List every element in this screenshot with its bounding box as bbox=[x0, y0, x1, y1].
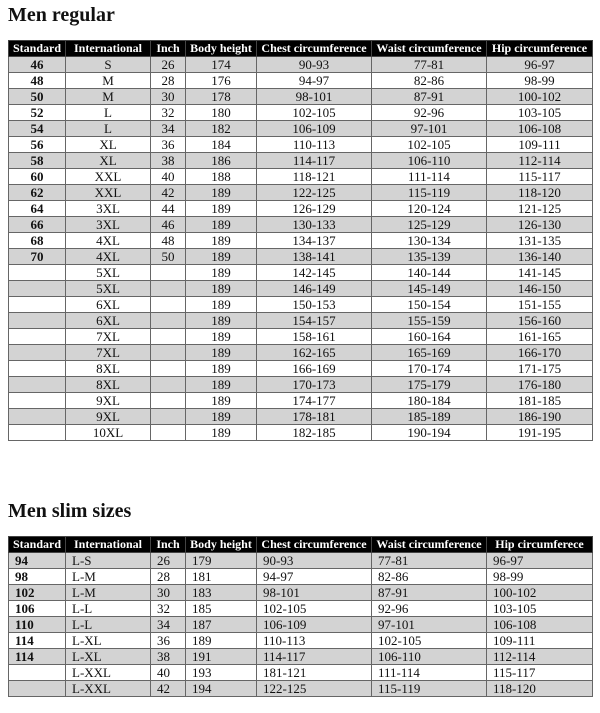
table-cell: XXL bbox=[66, 185, 151, 201]
table-cell: 34 bbox=[151, 617, 186, 633]
table-cell bbox=[151, 409, 186, 425]
table-cell: 146-150 bbox=[487, 281, 593, 297]
table-cell: 9XL bbox=[66, 393, 151, 409]
table-cell: 180-184 bbox=[372, 393, 487, 409]
table-cell: 130-133 bbox=[257, 217, 372, 233]
table-cell bbox=[9, 425, 66, 441]
table-cell: 174-177 bbox=[257, 393, 372, 409]
table-cell: 26 bbox=[151, 553, 186, 569]
table-cell bbox=[9, 281, 66, 297]
table-cell bbox=[151, 265, 186, 281]
table-cell: 54 bbox=[9, 121, 66, 137]
slim-column-header: Inch bbox=[151, 537, 186, 553]
table-cell: L-S bbox=[66, 553, 151, 569]
table-cell: 187 bbox=[186, 617, 257, 633]
table-cell: 130-134 bbox=[372, 233, 487, 249]
table-cell: 158-161 bbox=[257, 329, 372, 345]
table-cell: 189 bbox=[186, 345, 257, 361]
table-cell: 58 bbox=[9, 153, 66, 169]
table-cell: 32 bbox=[151, 105, 186, 121]
table-cell: 162-165 bbox=[257, 345, 372, 361]
table-cell: 106-109 bbox=[257, 121, 372, 137]
table-cell: 4XL bbox=[66, 249, 151, 265]
table-row bbox=[9, 201, 593, 217]
table-cell: 191-195 bbox=[487, 425, 593, 441]
slim-column-header: Waist circumference bbox=[372, 537, 487, 553]
table-cell: 194 bbox=[186, 681, 257, 697]
regular-title: Men regular bbox=[8, 4, 115, 26]
table-cell: 50 bbox=[151, 249, 186, 265]
table-row bbox=[9, 57, 593, 73]
table-cell: 161-165 bbox=[487, 329, 593, 345]
table-cell: 102-105 bbox=[257, 105, 372, 121]
table-row bbox=[9, 185, 593, 201]
regular-header-row bbox=[9, 41, 593, 57]
table-cell: 146-149 bbox=[257, 281, 372, 297]
table-cell: 186 bbox=[186, 153, 257, 169]
table-cell: L-M bbox=[66, 585, 151, 601]
table-cell bbox=[9, 393, 66, 409]
table-cell: 179 bbox=[186, 553, 257, 569]
table-cell: 98-99 bbox=[487, 73, 593, 89]
table-cell: 100-102 bbox=[487, 89, 593, 105]
table-cell: 8XL bbox=[66, 361, 151, 377]
table-cell: 60 bbox=[9, 169, 66, 185]
table-cell: XL bbox=[66, 137, 151, 153]
table-cell: 97-101 bbox=[372, 617, 487, 633]
table-cell: 4XL bbox=[66, 233, 151, 249]
table-cell: 48 bbox=[151, 233, 186, 249]
table-cell: 189 bbox=[186, 297, 257, 313]
table-row bbox=[9, 73, 593, 89]
table-cell: 96-97 bbox=[487, 553, 593, 569]
table-cell: 8XL bbox=[66, 377, 151, 393]
table-cell: 136-140 bbox=[487, 249, 593, 265]
table-cell: 68 bbox=[9, 233, 66, 249]
slim-title: Men slim sizes bbox=[8, 500, 132, 522]
table-cell bbox=[151, 345, 186, 361]
table-cell: 64 bbox=[9, 201, 66, 217]
table-cell: 126-130 bbox=[487, 217, 593, 233]
table-cell: 125-129 bbox=[372, 217, 487, 233]
table-cell: 109-111 bbox=[487, 137, 593, 153]
table-cell: 189 bbox=[186, 185, 257, 201]
table-cell: 56 bbox=[9, 137, 66, 153]
table-cell: 3XL bbox=[66, 217, 151, 233]
table-cell: L-XXL bbox=[66, 681, 151, 697]
table-cell: 48 bbox=[9, 73, 66, 89]
regular-column-header: Chest circumference bbox=[257, 41, 372, 57]
table-cell bbox=[151, 377, 186, 393]
table-cell: 102-105 bbox=[372, 137, 487, 153]
regular-size-table bbox=[8, 40, 593, 441]
table-cell: 178-181 bbox=[257, 409, 372, 425]
regular-column-header: Standard bbox=[9, 41, 66, 57]
table-cell: 92-96 bbox=[372, 105, 487, 121]
table-cell: 94-97 bbox=[257, 569, 372, 585]
table-cell: 114 bbox=[9, 649, 66, 665]
table-cell: 193 bbox=[186, 665, 257, 681]
table-row bbox=[9, 617, 593, 633]
table-cell: 145-149 bbox=[372, 281, 487, 297]
table-cell: 142-145 bbox=[257, 265, 372, 281]
table-cell: 32 bbox=[151, 601, 186, 617]
table-cell: 112-114 bbox=[487, 649, 593, 665]
table-cell: 111-114 bbox=[372, 169, 487, 185]
table-cell: 98-101 bbox=[257, 585, 372, 601]
table-cell: 182-185 bbox=[257, 425, 372, 441]
table-cell: 176 bbox=[186, 73, 257, 89]
table-cell: 135-139 bbox=[372, 249, 487, 265]
table-cell: 82-86 bbox=[372, 73, 487, 89]
table-cell: L bbox=[66, 121, 151, 137]
table-cell: 154-157 bbox=[257, 313, 372, 329]
table-cell: 28 bbox=[151, 73, 186, 89]
table-row bbox=[9, 569, 593, 585]
table-row bbox=[9, 585, 593, 601]
table-cell: 185 bbox=[186, 601, 257, 617]
table-cell: 189 bbox=[186, 233, 257, 249]
table-cell bbox=[9, 265, 66, 281]
table-cell: 46 bbox=[9, 57, 66, 73]
table-cell: 77-81 bbox=[372, 553, 487, 569]
table-row bbox=[9, 393, 593, 409]
table-cell: 166-169 bbox=[257, 361, 372, 377]
table-cell: 175-179 bbox=[372, 377, 487, 393]
table-row bbox=[9, 121, 593, 137]
table-cell bbox=[151, 329, 186, 345]
regular-column-header: Body height bbox=[186, 41, 257, 57]
table-row bbox=[9, 649, 593, 665]
table-cell: 106 bbox=[9, 601, 66, 617]
table-cell: 106-108 bbox=[487, 617, 593, 633]
table-cell: 87-91 bbox=[372, 585, 487, 601]
table-cell: M bbox=[66, 73, 151, 89]
table-cell: 7XL bbox=[66, 329, 151, 345]
table-cell: 126-129 bbox=[257, 201, 372, 217]
table-cell: 140-144 bbox=[372, 265, 487, 281]
table-cell: 90-93 bbox=[257, 553, 372, 569]
table-cell: XXL bbox=[66, 169, 151, 185]
table-cell: 189 bbox=[186, 265, 257, 281]
table-cell: 181 bbox=[186, 569, 257, 585]
table-cell: 160-164 bbox=[372, 329, 487, 345]
table-row bbox=[9, 329, 593, 345]
table-cell: 6XL bbox=[66, 313, 151, 329]
table-cell: 170-173 bbox=[257, 377, 372, 393]
table-cell: 98-99 bbox=[487, 569, 593, 585]
table-cell: 106-110 bbox=[372, 649, 487, 665]
table-cell: 46 bbox=[151, 217, 186, 233]
table-cell: 9XL bbox=[66, 409, 151, 425]
table-cell: 110-113 bbox=[257, 137, 372, 153]
table-cell: 189 bbox=[186, 377, 257, 393]
table-cell bbox=[151, 361, 186, 377]
table-cell: 134-137 bbox=[257, 233, 372, 249]
table-row bbox=[9, 137, 593, 153]
table-cell: 180 bbox=[186, 105, 257, 121]
table-cell: 189 bbox=[186, 281, 257, 297]
table-cell: 121-125 bbox=[487, 201, 593, 217]
table-cell: 122-125 bbox=[257, 681, 372, 697]
table-cell: 181-121 bbox=[257, 665, 372, 681]
table-cell: 77-81 bbox=[372, 57, 487, 73]
table-cell bbox=[9, 361, 66, 377]
table-cell: 96-97 bbox=[487, 57, 593, 73]
table-cell: 26 bbox=[151, 57, 186, 73]
table-row bbox=[9, 553, 593, 569]
table-cell: 98 bbox=[9, 569, 66, 585]
table-cell: 38 bbox=[151, 649, 186, 665]
table-cell: 106-110 bbox=[372, 153, 487, 169]
table-cell: 70 bbox=[9, 249, 66, 265]
table-cell: 156-160 bbox=[487, 313, 593, 329]
table-cell: 189 bbox=[186, 249, 257, 265]
table-cell bbox=[9, 329, 66, 345]
table-row bbox=[9, 297, 593, 313]
table-cell: 100-102 bbox=[487, 585, 593, 601]
table-cell: 189 bbox=[186, 201, 257, 217]
slim-column-header: International bbox=[66, 537, 151, 553]
table-cell bbox=[9, 665, 66, 681]
table-row bbox=[9, 377, 593, 393]
table-cell: 189 bbox=[186, 217, 257, 233]
table-cell: 98-101 bbox=[257, 89, 372, 105]
table-cell: 94-97 bbox=[257, 73, 372, 89]
table-cell: 112-114 bbox=[487, 153, 593, 169]
table-cell: L-XL bbox=[66, 649, 151, 665]
table-cell: 189 bbox=[186, 425, 257, 441]
table-cell: 94 bbox=[9, 553, 66, 569]
table-cell: 42 bbox=[151, 185, 186, 201]
table-cell: 166-170 bbox=[487, 345, 593, 361]
table-cell: 115-119 bbox=[372, 681, 487, 697]
table-cell: 6XL bbox=[66, 297, 151, 313]
table-cell: 151-155 bbox=[487, 297, 593, 313]
table-cell: 189 bbox=[186, 329, 257, 345]
table-cell: 7XL bbox=[66, 345, 151, 361]
table-cell: 184 bbox=[186, 137, 257, 153]
table-cell: 114-117 bbox=[257, 649, 372, 665]
table-row bbox=[9, 217, 593, 233]
table-cell: 191 bbox=[186, 649, 257, 665]
table-cell: 115-117 bbox=[487, 169, 593, 185]
table-cell: 155-159 bbox=[372, 313, 487, 329]
table-cell: L-L bbox=[66, 601, 151, 617]
table-cell: 176-180 bbox=[487, 377, 593, 393]
table-cell: 40 bbox=[151, 665, 186, 681]
table-cell: 188 bbox=[186, 169, 257, 185]
slim-column-header: Chest circumference bbox=[257, 537, 372, 553]
table-cell: M bbox=[66, 89, 151, 105]
table-cell: L bbox=[66, 105, 151, 121]
table-row bbox=[9, 249, 593, 265]
table-cell: 5XL bbox=[66, 265, 151, 281]
table-cell: 131-135 bbox=[487, 233, 593, 249]
table-cell: 111-114 bbox=[372, 665, 487, 681]
table-row bbox=[9, 233, 593, 249]
table-row bbox=[9, 153, 593, 169]
table-row bbox=[9, 409, 593, 425]
table-cell: 38 bbox=[151, 153, 186, 169]
table-cell: 122-125 bbox=[257, 185, 372, 201]
table-cell bbox=[151, 281, 186, 297]
table-cell: L-M bbox=[66, 569, 151, 585]
table-cell: 102 bbox=[9, 585, 66, 601]
table-cell: 103-105 bbox=[487, 601, 593, 617]
table-row bbox=[9, 281, 593, 297]
table-cell: 106-109 bbox=[257, 617, 372, 633]
table-cell: 189 bbox=[186, 393, 257, 409]
table-cell: XL bbox=[66, 153, 151, 169]
slim-column-header: Body height bbox=[186, 537, 257, 553]
table-cell: 110 bbox=[9, 617, 66, 633]
table-cell: 138-141 bbox=[257, 249, 372, 265]
table-cell: 36 bbox=[151, 633, 186, 649]
table-cell: L-XL bbox=[66, 633, 151, 649]
table-cell: 40 bbox=[151, 169, 186, 185]
slim-size-table bbox=[8, 536, 593, 697]
table-cell bbox=[151, 425, 186, 441]
table-cell: 170-174 bbox=[372, 361, 487, 377]
table-row bbox=[9, 313, 593, 329]
table-cell: 30 bbox=[151, 89, 186, 105]
table-cell bbox=[9, 297, 66, 313]
table-cell bbox=[9, 409, 66, 425]
table-row bbox=[9, 601, 593, 617]
table-cell: 189 bbox=[186, 313, 257, 329]
regular-column-header: Hip circumference bbox=[487, 41, 593, 57]
slim-column-header: Hip circumferece bbox=[487, 537, 593, 553]
table-cell: 28 bbox=[151, 569, 186, 585]
table-row bbox=[9, 681, 593, 697]
slim-column-header: Standard bbox=[9, 537, 66, 553]
table-cell: 44 bbox=[151, 201, 186, 217]
table-cell: 102-105 bbox=[257, 601, 372, 617]
table-cell: 189 bbox=[186, 409, 257, 425]
table-cell: 34 bbox=[151, 121, 186, 137]
table-row bbox=[9, 665, 593, 681]
table-row bbox=[9, 361, 593, 377]
table-row bbox=[9, 169, 593, 185]
table-cell: 62 bbox=[9, 185, 66, 201]
table-cell bbox=[151, 297, 186, 313]
table-cell bbox=[9, 345, 66, 361]
table-row bbox=[9, 265, 593, 281]
table-cell: 189 bbox=[186, 361, 257, 377]
table-row bbox=[9, 105, 593, 121]
table-cell: 5XL bbox=[66, 281, 151, 297]
table-cell: 10XL bbox=[66, 425, 151, 441]
table-cell: 186-190 bbox=[487, 409, 593, 425]
regular-column-header: International bbox=[66, 41, 151, 57]
table-cell: 118-120 bbox=[487, 185, 593, 201]
table-cell: 171-175 bbox=[487, 361, 593, 377]
table-cell: 87-91 bbox=[372, 89, 487, 105]
table-cell: 114 bbox=[9, 633, 66, 649]
table-cell bbox=[9, 313, 66, 329]
table-cell: 109-111 bbox=[487, 633, 593, 649]
table-cell bbox=[151, 393, 186, 409]
table-cell: 82-86 bbox=[372, 569, 487, 585]
table-cell: 114-117 bbox=[257, 153, 372, 169]
table-row bbox=[9, 345, 593, 361]
table-cell: 50 bbox=[9, 89, 66, 105]
table-cell: 165-169 bbox=[372, 345, 487, 361]
table-cell: 174 bbox=[186, 57, 257, 73]
table-cell: 183 bbox=[186, 585, 257, 601]
table-cell: 42 bbox=[151, 681, 186, 697]
table-cell: 178 bbox=[186, 89, 257, 105]
table-cell: 102-105 bbox=[372, 633, 487, 649]
table-cell: 185-189 bbox=[372, 409, 487, 425]
table-cell: 92-96 bbox=[372, 601, 487, 617]
table-cell: L-L bbox=[66, 617, 151, 633]
table-cell: 3XL bbox=[66, 201, 151, 217]
table-cell: 118-120 bbox=[487, 681, 593, 697]
table-cell: 182 bbox=[186, 121, 257, 137]
table-cell: 115-117 bbox=[487, 665, 593, 681]
table-cell: L-XXL bbox=[66, 665, 151, 681]
regular-column-header: Waist circumference bbox=[372, 41, 487, 57]
regular-column-header: Inch bbox=[151, 41, 186, 57]
table-cell: S bbox=[66, 57, 151, 73]
table-cell: 150-153 bbox=[257, 297, 372, 313]
table-cell: 103-105 bbox=[487, 105, 593, 121]
slim-header-row bbox=[9, 537, 593, 553]
table-cell: 110-113 bbox=[257, 633, 372, 649]
table-cell: 150-154 bbox=[372, 297, 487, 313]
table-cell: 90-93 bbox=[257, 57, 372, 73]
table-cell: 181-185 bbox=[487, 393, 593, 409]
table-cell: 190-194 bbox=[372, 425, 487, 441]
table-cell: 30 bbox=[151, 585, 186, 601]
table-cell bbox=[9, 377, 66, 393]
table-cell: 118-121 bbox=[257, 169, 372, 185]
table-cell bbox=[9, 681, 66, 697]
table-cell: 106-108 bbox=[487, 121, 593, 137]
table-cell: 115-119 bbox=[372, 185, 487, 201]
table-cell: 52 bbox=[9, 105, 66, 121]
table-cell: 141-145 bbox=[487, 265, 593, 281]
table-cell: 120-124 bbox=[372, 201, 487, 217]
table-row bbox=[9, 89, 593, 105]
table-cell: 66 bbox=[9, 217, 66, 233]
table-cell bbox=[151, 313, 186, 329]
table-cell: 189 bbox=[186, 633, 257, 649]
table-row bbox=[9, 425, 593, 441]
table-cell: 36 bbox=[151, 137, 186, 153]
table-row bbox=[9, 633, 593, 649]
table-cell: 97-101 bbox=[372, 121, 487, 137]
